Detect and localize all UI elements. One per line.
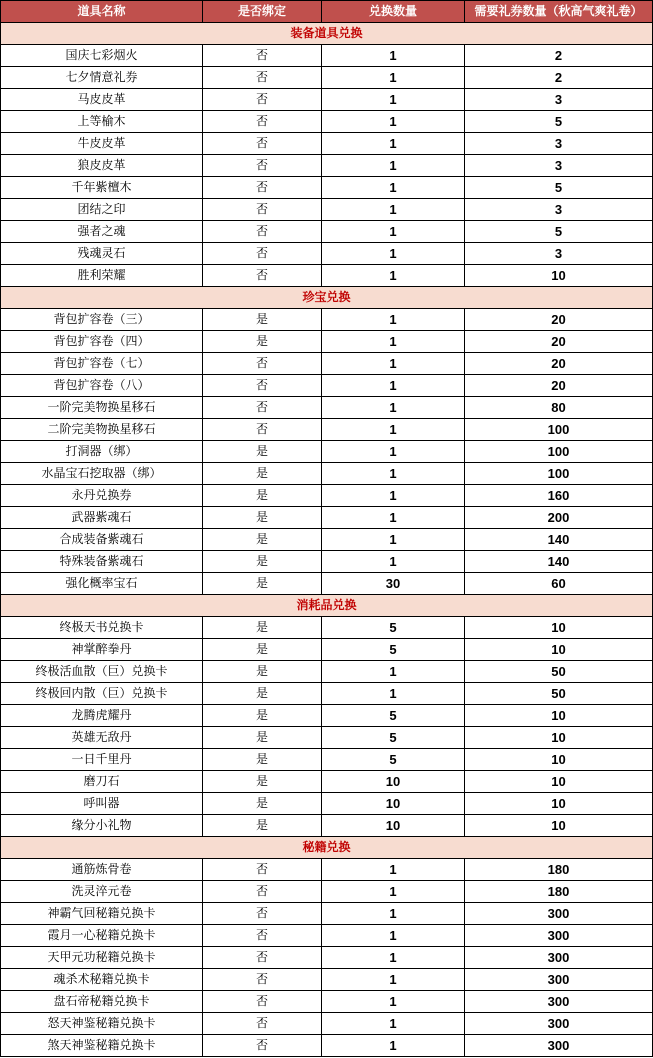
voucher-cost: 5 [465, 111, 653, 133]
exchange-quantity: 1 [322, 947, 465, 969]
table-row [1, 353, 653, 375]
voucher-cost: 100 [465, 463, 653, 485]
table-row [1, 991, 653, 1013]
table-row [1, 925, 653, 947]
item-name: 残魂灵石 [1, 243, 203, 265]
exchange-quantity: 1 [322, 331, 465, 353]
bound-status: 是 [203, 815, 322, 837]
header-row [1, 1, 653, 23]
bound-status: 否 [203, 419, 322, 441]
exchange-quantity: 1 [322, 221, 465, 243]
bound-status: 否 [203, 991, 322, 1013]
table-row [1, 331, 653, 353]
section-header-row [1, 837, 653, 859]
exchange-quantity: 1 [322, 881, 465, 903]
exchange-quantity: 1 [322, 859, 465, 881]
item-name: 胜利荣耀 [1, 265, 203, 287]
bound-status: 否 [203, 111, 322, 133]
item-name: 神霸气回秘籍兑换卡 [1, 903, 203, 925]
voucher-cost: 100 [465, 441, 653, 463]
item-name: 通筋炼骨卷 [1, 859, 203, 881]
voucher-cost: 140 [465, 551, 653, 573]
header-item-name: 道具名称 [1, 1, 203, 23]
exchange-quantity: 1 [322, 991, 465, 1013]
bound-status: 是 [203, 331, 322, 353]
bound-status: 是 [203, 507, 322, 529]
exchange-quantity: 5 [322, 705, 465, 727]
item-name: 牛皮皮革 [1, 133, 203, 155]
voucher-cost: 80 [465, 397, 653, 419]
voucher-cost: 10 [465, 639, 653, 661]
table-row [1, 243, 653, 265]
voucher-cost: 300 [465, 947, 653, 969]
table-row [1, 375, 653, 397]
bound-status: 是 [203, 639, 322, 661]
item-name: 合成装备紫魂石 [1, 529, 203, 551]
table-row [1, 419, 653, 441]
table-row [1, 67, 653, 89]
item-name: 二阶完美物换星移石 [1, 419, 203, 441]
voucher-cost: 3 [465, 155, 653, 177]
exchange-quantity: 5 [322, 749, 465, 771]
item-name: 上等榆木 [1, 111, 203, 133]
table-row [1, 111, 653, 133]
bound-status: 是 [203, 749, 322, 771]
header-bound: 是否绑定 [203, 1, 322, 23]
section-header-row [1, 23, 653, 45]
table-row [1, 133, 653, 155]
exchange-quantity: 1 [322, 375, 465, 397]
item-name: 终极活血散（巨）兑换卡 [1, 661, 203, 683]
bound-status: 是 [203, 441, 322, 463]
voucher-cost: 60 [465, 573, 653, 595]
bound-status: 是 [203, 529, 322, 551]
table-row [1, 265, 653, 287]
item-name: 神掌醉拳丹 [1, 639, 203, 661]
table-body [1, 23, 653, 1057]
item-name: 国庆七彩烟火 [1, 45, 203, 67]
item-name: 马皮皮革 [1, 89, 203, 111]
table-row [1, 573, 653, 595]
item-name: 团结之印 [1, 199, 203, 221]
exchange-quantity: 1 [322, 353, 465, 375]
item-name: 天甲元功秘籍兑换卡 [1, 947, 203, 969]
bound-status: 否 [203, 353, 322, 375]
bound-status: 否 [203, 947, 322, 969]
item-name: 七夕情意礼券 [1, 67, 203, 89]
exchange-quantity: 1 [322, 969, 465, 991]
item-name: 魂杀术秘籍兑换卡 [1, 969, 203, 991]
item-name: 磨刀石 [1, 771, 203, 793]
voucher-cost: 300 [465, 925, 653, 947]
table-row [1, 485, 653, 507]
exchange-quantity: 1 [322, 507, 465, 529]
exchange-quantity: 1 [322, 397, 465, 419]
voucher-cost: 300 [465, 1013, 653, 1035]
item-name: 特殊装备紫魂石 [1, 551, 203, 573]
table-row [1, 683, 653, 705]
section-title: 消耗品兑换 [1, 595, 653, 617]
exchange-quantity: 1 [322, 111, 465, 133]
exchange-quantity: 1 [322, 177, 465, 199]
voucher-cost: 100 [465, 419, 653, 441]
table-row [1, 397, 653, 419]
bound-status: 否 [203, 375, 322, 397]
item-name: 永丹兑换券 [1, 485, 203, 507]
item-name: 一阶完美物换星移石 [1, 397, 203, 419]
voucher-cost: 300 [465, 991, 653, 1013]
item-name: 洗灵淬元卷 [1, 881, 203, 903]
table-row [1, 969, 653, 991]
voucher-cost: 3 [465, 89, 653, 111]
bound-status: 否 [203, 243, 322, 265]
voucher-cost: 3 [465, 243, 653, 265]
table-row [1, 639, 653, 661]
exchange-quantity: 1 [322, 661, 465, 683]
bound-status: 是 [203, 661, 322, 683]
table-row [1, 45, 653, 67]
exchange-quantity: 1 [322, 199, 465, 221]
item-name: 强者之魂 [1, 221, 203, 243]
exchange-quantity: 10 [322, 771, 465, 793]
voucher-cost: 180 [465, 859, 653, 881]
exchange-quantity: 1 [322, 265, 465, 287]
bound-status: 否 [203, 881, 322, 903]
voucher-cost: 20 [465, 331, 653, 353]
voucher-cost: 5 [465, 221, 653, 243]
item-name: 缘分小礼物 [1, 815, 203, 837]
bound-status: 是 [203, 463, 322, 485]
table-row [1, 661, 653, 683]
voucher-cost: 50 [465, 661, 653, 683]
item-name: 背包扩容卷（七） [1, 353, 203, 375]
table-row [1, 771, 653, 793]
table-row [1, 221, 653, 243]
bound-status: 是 [203, 683, 322, 705]
item-name: 终极天书兑换卡 [1, 617, 203, 639]
item-name: 霞月一心秘籍兑换卡 [1, 925, 203, 947]
bound-status: 否 [203, 1035, 322, 1057]
voucher-cost: 180 [465, 881, 653, 903]
item-name: 狼皮皮革 [1, 155, 203, 177]
voucher-cost: 10 [465, 793, 653, 815]
header-quantity: 兑换数量 [322, 1, 465, 23]
voucher-cost: 140 [465, 529, 653, 551]
voucher-cost: 300 [465, 903, 653, 925]
bound-status: 否 [203, 221, 322, 243]
section-header-row [1, 287, 653, 309]
voucher-cost: 3 [465, 133, 653, 155]
exchange-quantity: 30 [322, 573, 465, 595]
table-row [1, 793, 653, 815]
item-name: 呼叫器 [1, 793, 203, 815]
item-name: 打洞器（绑） [1, 441, 203, 463]
voucher-cost: 300 [465, 969, 653, 991]
exchange-quantity: 1 [322, 1013, 465, 1035]
item-name: 强化概率宝石 [1, 573, 203, 595]
item-name: 一日千里丹 [1, 749, 203, 771]
exchange-quantity: 1 [322, 485, 465, 507]
voucher-cost: 160 [465, 485, 653, 507]
exchange-quantity: 1 [322, 925, 465, 947]
table-row [1, 309, 653, 331]
bound-status: 是 [203, 793, 322, 815]
table-row [1, 1013, 653, 1035]
exchange-quantity: 1 [322, 133, 465, 155]
voucher-cost: 10 [465, 617, 653, 639]
voucher-cost: 10 [465, 705, 653, 727]
voucher-cost: 2 [465, 67, 653, 89]
bound-status: 否 [203, 397, 322, 419]
table-row [1, 441, 653, 463]
exchange-quantity: 5 [322, 617, 465, 639]
exchange-quantity: 1 [322, 419, 465, 441]
voucher-cost: 200 [465, 507, 653, 529]
voucher-cost: 10 [465, 815, 653, 837]
item-name: 水晶宝石挖取器（绑） [1, 463, 203, 485]
exchange-quantity: 1 [322, 529, 465, 551]
table-row [1, 903, 653, 925]
exchange-quantity: 10 [322, 815, 465, 837]
bound-status: 否 [203, 89, 322, 111]
voucher-cost: 10 [465, 749, 653, 771]
exchange-quantity: 10 [322, 793, 465, 815]
bound-status: 否 [203, 925, 322, 947]
exchange-quantity: 1 [322, 683, 465, 705]
exchange-quantity: 5 [322, 639, 465, 661]
exchange-quantity: 1 [322, 309, 465, 331]
table-row [1, 177, 653, 199]
item-name: 怒天神鉴秘籍兑换卡 [1, 1013, 203, 1035]
bound-status: 是 [203, 309, 322, 331]
exchange-quantity: 1 [322, 463, 465, 485]
exchange-quantity: 1 [322, 1035, 465, 1057]
table-row [1, 199, 653, 221]
bound-status: 否 [203, 859, 322, 881]
exchange-quantity: 1 [322, 45, 465, 67]
voucher-cost: 50 [465, 683, 653, 705]
bound-status: 否 [203, 199, 322, 221]
exchange-quantity: 1 [322, 67, 465, 89]
voucher-cost: 3 [465, 199, 653, 221]
bound-status: 是 [203, 771, 322, 793]
item-name: 煞天神鉴秘籍兑换卡 [1, 1035, 203, 1057]
table-row [1, 881, 653, 903]
exchange-quantity: 1 [322, 551, 465, 573]
table-row [1, 1035, 653, 1057]
section-title: 装备道具兑换 [1, 23, 653, 45]
table-row [1, 859, 653, 881]
item-name: 盘石帝秘籍兑换卡 [1, 991, 203, 1013]
table-row [1, 551, 653, 573]
voucher-cost: 10 [465, 727, 653, 749]
item-name: 千年紫檀木 [1, 177, 203, 199]
voucher-cost: 2 [465, 45, 653, 67]
table-row [1, 815, 653, 837]
item-name: 武器紫魂石 [1, 507, 203, 529]
voucher-cost: 300 [465, 1035, 653, 1057]
exchange-quantity: 1 [322, 903, 465, 925]
bound-status: 否 [203, 903, 322, 925]
table-row [1, 705, 653, 727]
table-row [1, 463, 653, 485]
bound-status: 否 [203, 45, 322, 67]
section-header-row [1, 595, 653, 617]
exchange-quantity: 1 [322, 89, 465, 111]
exchange-quantity: 5 [322, 727, 465, 749]
item-name: 龙腾虎耀丹 [1, 705, 203, 727]
table-row [1, 529, 653, 551]
bound-status: 否 [203, 1013, 322, 1035]
bound-status: 是 [203, 705, 322, 727]
bound-status: 是 [203, 573, 322, 595]
bound-status: 否 [203, 133, 322, 155]
item-name: 背包扩容卷（四） [1, 331, 203, 353]
bound-status: 否 [203, 265, 322, 287]
item-name: 背包扩容卷（三） [1, 309, 203, 331]
exchange-quantity: 1 [322, 441, 465, 463]
bound-status: 是 [203, 727, 322, 749]
table-row [1, 507, 653, 529]
table-row [1, 89, 653, 111]
bound-status: 是 [203, 485, 322, 507]
table-row [1, 749, 653, 771]
exchange-quantity: 1 [322, 243, 465, 265]
table-row [1, 155, 653, 177]
table-row [1, 727, 653, 749]
bound-status: 否 [203, 969, 322, 991]
voucher-cost: 20 [465, 375, 653, 397]
section-title: 珍宝兑换 [1, 287, 653, 309]
bound-status: 否 [203, 67, 322, 89]
exchange-quantity: 1 [322, 155, 465, 177]
item-name: 英雄无敌丹 [1, 727, 203, 749]
bound-status: 是 [203, 617, 322, 639]
table-row [1, 947, 653, 969]
voucher-cost: 20 [465, 309, 653, 331]
voucher-cost: 5 [465, 177, 653, 199]
voucher-cost: 10 [465, 771, 653, 793]
header-voucher-cost: 需要礼券数量（秋高气爽礼卷） [465, 1, 653, 23]
item-name: 背包扩容卷（八） [1, 375, 203, 397]
item-name: 终极回内散（巨）兑换卡 [1, 683, 203, 705]
section-title: 秘籍兑换 [1, 837, 653, 859]
bound-status: 否 [203, 177, 322, 199]
table-row [1, 617, 653, 639]
bound-status: 否 [203, 155, 322, 177]
voucher-cost: 20 [465, 353, 653, 375]
voucher-cost: 10 [465, 265, 653, 287]
bound-status: 是 [203, 551, 322, 573]
